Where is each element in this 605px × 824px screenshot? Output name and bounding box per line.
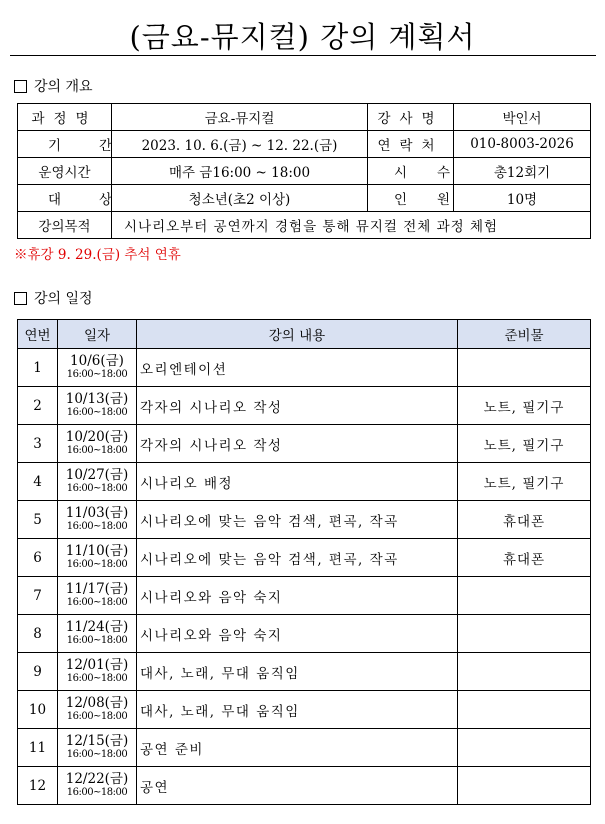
row-content: 시나리오와 음악 숙지 (137, 615, 458, 653)
table-row (18, 349, 591, 387)
row-date (58, 501, 137, 539)
row-date-time: 16:00~18:00 (66, 672, 128, 684)
row-content: 시나리오 배정 (137, 463, 458, 501)
instructor-value: 박인서 (454, 104, 591, 131)
row-materials: 노트, 필기구 (458, 463, 591, 501)
row-content: 대사, 노래, 무대 움직임 (137, 653, 458, 691)
row-date-time: 16:00~18:00 (66, 596, 128, 608)
row-date (58, 577, 137, 615)
row-date (58, 767, 137, 805)
table-row (18, 463, 591, 501)
row-no: 8 (18, 615, 58, 653)
table-row (18, 653, 591, 691)
headcount-value: 10명 (454, 185, 591, 212)
row-no: 12 (18, 767, 58, 805)
header-no: 연번 (18, 320, 58, 349)
row-date-day: 12/08(금) (65, 694, 129, 711)
overview-row (18, 185, 591, 212)
row-materials (458, 615, 591, 653)
row-materials (458, 729, 591, 767)
row-date (58, 425, 137, 463)
table-row (18, 615, 591, 653)
target-label: 대상 (18, 185, 112, 212)
row-date (58, 349, 137, 387)
row-no: 1 (18, 349, 58, 387)
table-row (18, 577, 591, 615)
row-date (58, 539, 137, 577)
row-date-day: 11/24(금) (65, 618, 129, 635)
overview-heading (14, 77, 93, 95)
contact-value: 010-8003-2026 (454, 131, 591, 158)
row-date (58, 463, 137, 501)
row-materials (458, 653, 591, 691)
row-materials: 노트, 필기구 (458, 387, 591, 425)
row-no: 11 (18, 729, 58, 767)
holiday-note: ※휴강 9. 29.(금) 추석 연휴 (14, 247, 181, 263)
row-date-time: 16:00~18:00 (66, 368, 128, 380)
row-materials (458, 349, 591, 387)
hours-value: 매주 금16:00 ~ 18:00 (112, 158, 368, 185)
row-content: 공연 (137, 767, 458, 805)
row-content: 각자의 시나리오 작성 (137, 387, 458, 425)
schedule-header-row (18, 320, 591, 349)
row-date (58, 691, 137, 729)
overview-row (18, 212, 591, 239)
overview-heading-label: 강의 개요 (34, 79, 93, 95)
table-row (18, 425, 591, 463)
header-content: 강의 내용 (137, 320, 458, 349)
course-label: 과정명 (18, 104, 112, 131)
schedule-heading-label: 강의 일정 (34, 291, 93, 307)
row-date-day: 10/6(금) (70, 352, 124, 369)
row-content: 시나리오에 맞는 음악 검색, 편곡, 작곡 (137, 501, 458, 539)
row-date-time: 16:00~18:00 (66, 710, 128, 722)
row-date-day: 12/01(금) (65, 656, 129, 673)
row-no: 3 (18, 425, 58, 463)
purpose-value: 시나리오부터 공연까지 경험을 통해 뮤지컬 전체 과정 체험 (112, 212, 591, 239)
period-label: 기간 (18, 131, 112, 158)
contact-label: 연락처 (368, 131, 454, 158)
instructor-label: 강사명 (368, 104, 454, 131)
row-date-time: 16:00~18:00 (66, 406, 128, 418)
overview-row (18, 158, 591, 185)
row-no: 2 (18, 387, 58, 425)
row-date-day: 10/13(금) (65, 390, 129, 407)
row-materials: 휴대폰 (458, 539, 591, 577)
row-date-time: 16:00~18:00 (66, 786, 128, 798)
row-date-time: 16:00~18:00 (66, 558, 128, 570)
row-content: 대사, 노래, 무대 움직임 (137, 691, 458, 729)
target-value: 청소년(초2 이상) (112, 185, 368, 212)
table-row (18, 767, 591, 805)
row-materials (458, 577, 591, 615)
row-date-day: 12/22(금) (65, 770, 129, 787)
row-date-time: 16:00~18:00 (66, 482, 128, 494)
row-content: 시나리오와 음악 숙지 (137, 577, 458, 615)
row-date-day: 10/20(금) (65, 428, 129, 445)
row-no: 4 (18, 463, 58, 501)
table-row (18, 539, 591, 577)
overview-table (17, 103, 591, 239)
period-value: 2023. 10. 6.(금) ~ 12. 22.(금) (112, 131, 368, 158)
row-materials: 휴대폰 (458, 501, 591, 539)
overview-row (18, 104, 591, 131)
row-date-time: 16:00~18:00 (66, 444, 128, 456)
row-materials: 노트, 필기구 (458, 425, 591, 463)
schedule-heading (14, 289, 93, 307)
sessions-label: 시수 (368, 158, 454, 185)
row-content: 공연 준비 (137, 729, 458, 767)
row-content: 오리엔테이션 (137, 349, 458, 387)
table-row (18, 501, 591, 539)
header-date: 일자 (58, 320, 137, 349)
row-date (58, 615, 137, 653)
row-date-day: 11/17(금) (65, 580, 129, 597)
row-materials (458, 767, 591, 805)
schedule-table (17, 319, 591, 805)
row-date-time: 16:00~18:00 (66, 748, 128, 760)
row-date-day: 10/27(금) (65, 466, 129, 483)
table-row (18, 729, 591, 767)
row-date-time: 16:00~18:00 (66, 520, 128, 532)
row-date (58, 653, 137, 691)
row-date-day: 11/03(금) (65, 504, 129, 521)
table-row (18, 387, 591, 425)
headcount-label: 인원 (368, 185, 454, 212)
row-no: 10 (18, 691, 58, 729)
course-value: 금요-뮤지컬 (112, 104, 368, 131)
row-date (58, 729, 137, 767)
purpose-label: 강의목적 (18, 212, 112, 239)
sessions-value: 총12회기 (454, 158, 591, 185)
row-no: 7 (18, 577, 58, 615)
row-no: 6 (18, 539, 58, 577)
page-title: (금요-뮤지컬) 강의 계획서 (129, 20, 476, 54)
title-underline (10, 55, 596, 56)
hours-label: 운영시간 (18, 158, 112, 185)
row-content: 각자의 시나리오 작성 (137, 425, 458, 463)
header-materials: 준비물 (458, 320, 591, 349)
row-content: 시나리오에 맞는 음악 검색, 편곡, 작곡 (137, 539, 458, 577)
row-date (58, 387, 137, 425)
row-no: 9 (18, 653, 58, 691)
row-materials (458, 691, 591, 729)
row-no: 5 (18, 501, 58, 539)
checkbox-icon (14, 292, 27, 305)
row-date-day: 11/10(금) (65, 542, 129, 559)
row-date-time: 16:00~18:00 (66, 634, 128, 646)
checkbox-icon (14, 80, 27, 93)
overview-row (18, 131, 591, 158)
row-date-day: 12/15(금) (65, 732, 129, 749)
table-row (18, 691, 591, 729)
